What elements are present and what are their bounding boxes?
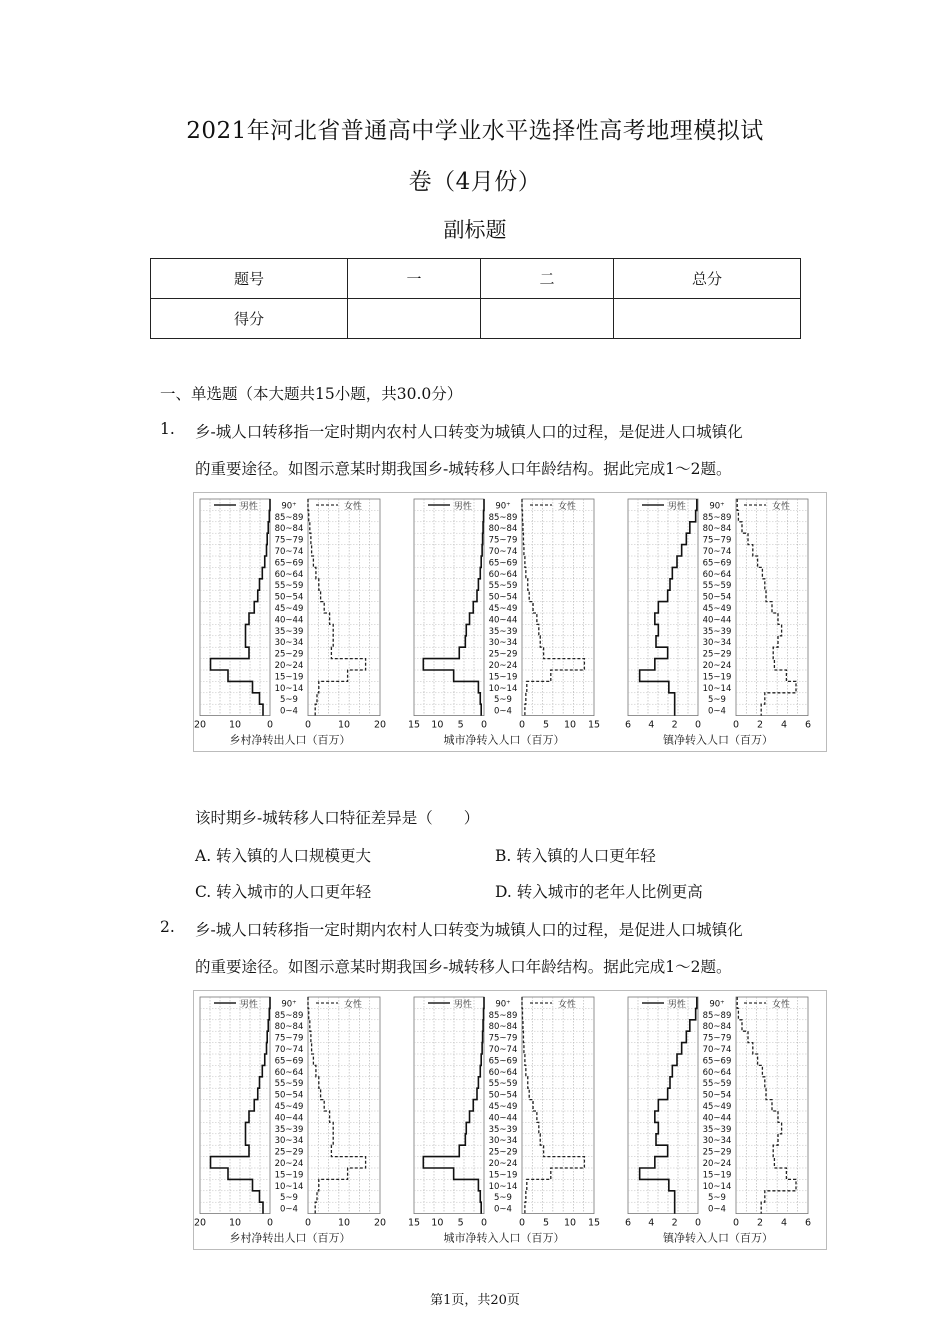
axis-tick-label: 15 [407,719,421,731]
male-series-line [423,997,484,1214]
age-group-label: 85~89 [702,1010,732,1021]
age-group-label: 35~39 [274,626,304,637]
question-stem-line: 乡-城人口转移指一定时期内农村人口转变为城镇人口的过程，是促进人口城镇化 [195,423,743,441]
age-group-label: 0~4 [280,1204,298,1215]
age-group-label: 55~59 [488,1079,518,1090]
age-group-label: 85~89 [488,512,518,523]
score-header-cell: 一 [348,259,481,299]
age-group-label: 60~64 [488,1067,518,1078]
axis-tick-label: 0 [694,1217,702,1229]
female-plot-frame [736,499,808,716]
age-group-label: 60~64 [702,569,732,580]
age-group-label: 25~29 [488,649,518,660]
score-cell[interactable] [614,299,801,339]
axis-tick-label: 20 [373,719,387,731]
axis-tick-label: 10 [337,719,351,731]
age-group-label: 55~59 [274,581,304,592]
axis-tick-label: 6 [624,1217,632,1229]
axis-tick-label: 6 [804,719,812,731]
age-group-label: 65~69 [702,1056,732,1067]
pyramid-panel [194,997,386,1245]
age-group-label: 50~54 [488,1090,518,1101]
female-series-line [308,499,366,716]
age-group-label: 40~44 [274,1113,304,1124]
age-group-label: 10~14 [488,683,518,694]
age-group-label: 50~54 [702,1090,732,1101]
axis-tick-label: 10 [228,719,242,731]
axis-tick-label: 5 [457,719,464,731]
score-header-cell: 二 [481,259,614,299]
axis-tick-label: 10 [337,1217,351,1229]
option-b[interactable]: B. 转入镇的人口更年轻 [495,847,656,865]
age-group-label: 60~64 [702,1067,732,1078]
axis-title: 镇净转入人口（百万） [663,733,773,747]
axis-title: 城市净转入人口（百万） [443,733,565,747]
age-group-label: 35~39 [702,626,732,637]
option-a[interactable]: A. 转入镇的人口规模更大 [195,847,372,865]
axis-tick-label: 6 [804,1217,812,1229]
legend-female-label: 女性 [344,502,363,512]
axis-tick-label: 0 [304,719,312,731]
age-group-label: 30~34 [702,1136,732,1147]
option-c[interactable]: C. 转入城市的人口更年轻 [195,883,372,901]
age-group-label: 80~84 [702,524,732,535]
age-group-label: 75~79 [488,1033,518,1044]
question-prompt: 该时期乡-城转移人口特征差异是（ ） [195,809,480,827]
axis-title: 镇净转入人口（百万） [663,1231,773,1245]
score-table [150,258,801,339]
age-group-label: 30~34 [702,638,732,649]
axis-tick-label: 10 [431,719,444,731]
age-group-label: 40~44 [702,615,732,626]
section-heading: 一、单选题（本大题共15小题，共30.0分） [160,385,463,403]
axis-title: 乡村净转出人口（百万） [229,733,351,747]
axis-tick-label: 10 [431,1217,444,1229]
age-group-label: 25~29 [274,649,304,660]
axis-tick-label: 15 [407,1217,421,1229]
legend-male-label: 男性 [240,502,259,512]
age-group-label: 40~44 [488,1113,518,1124]
axis-title: 乡村净转出人口（百万） [229,1231,351,1245]
age-group-label: 70~74 [488,547,518,557]
axis-tick-label: 0 [732,1217,740,1229]
axis-tick-label: 0 [304,1217,312,1229]
age-group-label: 30~34 [488,638,518,649]
axis-tick-label: 10 [563,719,577,731]
female-plot-frame [522,499,594,716]
male-series-line [423,499,484,716]
age-group-label: 75~79 [702,535,732,546]
axis-tick-label: 0 [480,1217,488,1229]
age-group-label: 90⁺ [281,999,297,1010]
axis-tick-label: 15 [587,719,601,731]
pyramid-panel [194,499,386,747]
question-number: 1. [160,420,175,438]
age-group-label: 0~4 [708,706,726,717]
legend-male-label: 男性 [668,1000,687,1010]
age-group-label: 5~9 [494,1193,512,1204]
age-group-label: 65~69 [488,558,518,569]
age-group-label: 0~4 [494,706,512,717]
age-group-label: 85~89 [702,512,732,523]
population-pyramid-chart [194,991,826,1249]
age-group-label: 55~59 [702,581,732,592]
age-group-label: 15~19 [488,672,518,683]
age-group-label: 25~29 [274,1147,304,1158]
age-group-label: 20~24 [274,661,304,671]
age-group-label: 70~74 [702,547,732,557]
age-group-label: 45~49 [274,604,304,614]
axis-tick-label: 5 [457,1217,464,1229]
axis-tick-label: 0 [518,1217,526,1229]
age-group-label: 20~24 [274,1159,304,1169]
female-plot-frame [736,997,808,1214]
legend-male-label: 男性 [454,1000,473,1010]
axis-tick-label: 0 [266,1217,274,1229]
age-group-label: 80~84 [488,524,518,535]
age-group-label: 70~74 [274,547,304,557]
axis-tick-label: 0 [480,719,488,731]
age-group-label: 45~49 [702,1102,732,1112]
age-group-label: 30~34 [274,1136,304,1147]
female-plot-frame [522,997,594,1214]
population-pyramid-chart [194,493,826,751]
population-figure [193,990,827,1250]
age-group-label: 75~79 [702,1033,732,1044]
page-subtitle: 副标题 [443,218,507,242]
age-group-label: 45~49 [488,1102,518,1112]
age-group-label: 90⁺ [495,501,511,512]
age-group-label: 60~64 [274,569,304,580]
age-group-label: 60~64 [488,569,518,580]
axis-tick-label: 0 [518,719,526,731]
age-group-label: 65~69 [488,1056,518,1067]
age-group-label: 40~44 [488,615,518,626]
pyramid-panel [408,997,600,1245]
age-group-label: 55~59 [702,1079,732,1090]
age-group-label: 70~74 [702,1045,732,1055]
age-group-label: 80~84 [488,1022,518,1033]
score-header-cell: 题号 [151,259,348,299]
age-group-label: 65~69 [702,558,732,569]
age-group-label: 80~84 [274,524,304,535]
age-group-label: 15~19 [274,1170,304,1181]
age-group-label: 50~54 [488,592,518,603]
population-figure [193,492,827,752]
score-header-cell: 总分 [614,259,801,299]
age-group-label: 90⁺ [281,501,297,512]
age-group-label: 20~24 [488,661,518,671]
score-table-header-row [151,259,801,299]
age-group-label: 10~14 [702,683,732,694]
age-group-label: 0~4 [280,706,298,717]
age-group-label: 60~64 [274,1067,304,1078]
age-group-label: 85~89 [274,1010,304,1021]
age-group-label: 65~69 [274,558,304,569]
age-group-label: 65~69 [274,1056,304,1067]
age-group-label: 75~79 [274,535,304,546]
age-group-label: 10~14 [274,1181,304,1192]
age-group-label: 15~19 [274,672,304,683]
age-group-label: 5~9 [280,695,298,706]
axis-tick-label: 0 [694,719,702,731]
age-group-label: 30~34 [274,638,304,649]
age-group-label: 90⁺ [495,999,511,1010]
axis-tick-label: 2 [756,1217,764,1229]
question-stem-line: 的重要途径。如图示意某时期我国乡-城转移人口年龄结构。据此完成1～2题。 [195,460,732,478]
axis-tick-label: 4 [648,1217,655,1229]
age-group-label: 45~49 [274,1102,304,1112]
age-group-label: 75~79 [488,535,518,546]
axis-tick-label: 2 [671,1217,678,1229]
axis-tick-label: 15 [587,1217,601,1229]
age-group-label: 90⁺ [709,999,725,1010]
axis-tick-label: 2 [671,719,678,731]
axis-tick-label: 0 [266,719,274,731]
axis-tick-label: 20 [194,1217,207,1229]
age-group-label: 75~79 [274,1033,304,1044]
male-plot-frame [200,499,270,716]
question-stem-line: 乡-城人口转移指一定时期内农村人口转变为城镇人口的过程，是促进人口城镇化 [195,921,743,939]
legend-male-label: 男性 [454,502,473,512]
female-series-line [522,499,584,716]
age-group-label: 15~19 [488,1170,518,1181]
legend-female-label: 女性 [772,502,791,512]
score-table-row [151,299,801,339]
age-group-label: 5~9 [708,1193,726,1204]
age-group-label: 50~54 [702,592,732,603]
age-group-label: 25~29 [702,1147,732,1158]
age-group-label: 85~89 [488,1010,518,1021]
legend-male-label: 男性 [240,1000,259,1010]
age-group-label: 5~9 [280,1193,298,1204]
age-group-label: 70~74 [274,1045,304,1055]
axis-tick-label: 4 [780,1217,788,1229]
age-group-label: 20~24 [702,1159,732,1169]
legend-female-label: 女性 [558,1000,577,1010]
age-group-label: 45~49 [488,604,518,614]
axis-tick-label: 20 [373,1217,387,1229]
male-plot-frame [628,499,698,716]
age-group-label: 35~39 [488,626,518,637]
age-group-label: 50~54 [274,592,304,603]
age-group-label: 40~44 [274,615,304,626]
age-group-label: 15~19 [702,672,732,683]
age-group-label: 25~29 [702,649,732,660]
age-group-label: 30~34 [488,1136,518,1147]
legend-female-label: 女性 [558,502,577,512]
axis-tick-label: 0 [732,719,740,731]
female-series-line [308,997,366,1214]
age-group-label: 40~44 [702,1113,732,1124]
age-group-label: 50~54 [274,1090,304,1101]
age-group-label: 35~39 [274,1124,304,1135]
option-d[interactable]: D. 转入城市的老年人比例更高 [495,883,703,901]
age-group-label: 55~59 [488,581,518,592]
age-group-label: 0~4 [494,1204,512,1215]
male-plot-frame [200,997,270,1214]
age-group-label: 5~9 [708,695,726,706]
axis-tick-label: 10 [228,1217,242,1229]
axis-tick-label: 4 [648,719,655,731]
age-group-label: 0~4 [708,1204,726,1215]
axis-tick-label: 20 [194,719,207,731]
age-group-label: 45~49 [702,604,732,614]
age-group-label: 20~24 [488,1159,518,1169]
legend-male-label: 男性 [668,502,687,512]
axis-title: 城市净转入人口（百万） [443,1231,565,1245]
age-group-label: 55~59 [274,1079,304,1090]
age-group-label: 80~84 [702,1022,732,1033]
age-group-label: 90⁺ [709,501,725,512]
axis-tick-label: 4 [780,719,788,731]
axis-tick-label: 5 [542,719,550,731]
age-group-label: 10~14 [274,683,304,694]
question-number: 2. [160,918,175,936]
axis-tick-label: 5 [542,1217,550,1229]
male-plot-frame [628,997,698,1214]
score-cell[interactable] [481,299,614,339]
pyramid-panel [625,997,811,1245]
age-group-label: 35~39 [702,1124,732,1135]
age-group-label: 5~9 [494,695,512,706]
age-group-label: 85~89 [274,512,304,523]
female-series-line [522,997,584,1214]
score-cell[interactable] [348,299,481,339]
page-footer: 第1页，共20页 [430,1293,520,1308]
pyramid-panel [625,499,811,747]
age-group-label: 10~14 [488,1181,518,1192]
legend-female-label: 女性 [772,1000,791,1010]
score-row-label: 得分 [151,299,348,339]
page-title: 2021年河北省普通高中学业水平选择性高考地理模拟试 [186,118,764,144]
age-group-label: 15~19 [702,1170,732,1181]
age-group-label: 35~39 [488,1124,518,1135]
pyramid-panel [408,499,600,747]
legend-female-label: 女性 [344,1000,363,1010]
age-group-label: 70~74 [488,1045,518,1055]
page-title-line2: 卷（4月份） [408,169,542,195]
question-stem-line: 的重要途径。如图示意某时期我国乡-城转移人口年龄结构。据此完成1～2题。 [195,958,732,976]
age-group-label: 25~29 [488,1147,518,1158]
age-group-label: 10~14 [702,1181,732,1192]
age-group-label: 80~84 [274,1022,304,1033]
axis-tick-label: 2 [756,719,764,731]
axis-tick-label: 10 [563,1217,577,1229]
axis-tick-label: 6 [624,719,632,731]
age-group-label: 20~24 [702,661,732,671]
